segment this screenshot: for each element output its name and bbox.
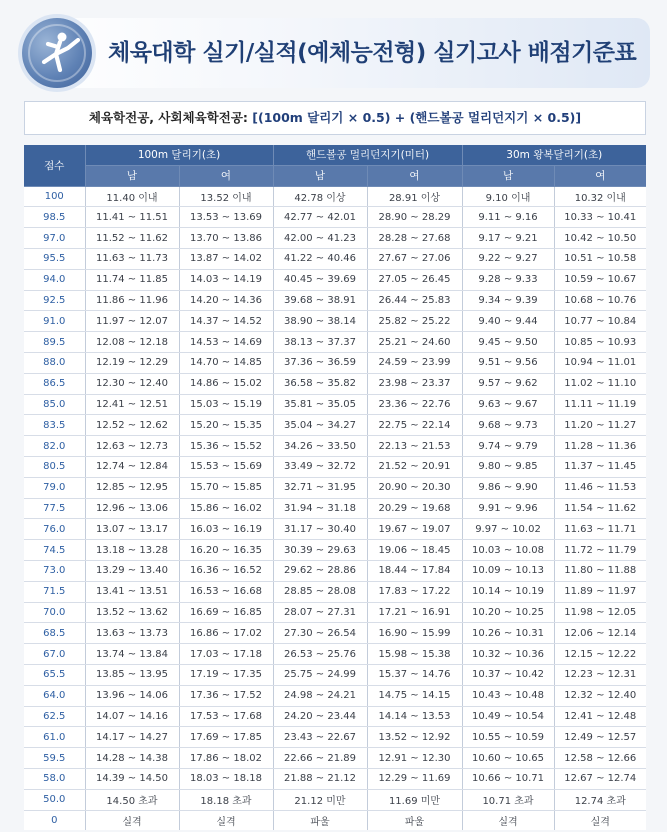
gender-header-female: 여 — [367, 165, 462, 186]
score-cell: 100 — [24, 186, 85, 207]
record-cell: 9.74 ~ 9.79 — [462, 436, 554, 457]
table-row — [24, 789, 646, 810]
score-formula — [24, 101, 646, 135]
formula-prefix: 체육학전공, 사회체육학전공: — [88, 110, 253, 125]
record-cell: 11.20 ~ 11.27 — [554, 415, 646, 436]
record-cell: 10.26 ~ 10.31 — [462, 623, 554, 644]
record-cell: 24.98 ~ 24.21 — [273, 685, 367, 706]
table-row — [24, 664, 646, 685]
record-cell: 25.82 ~ 25.22 — [367, 311, 462, 332]
record-cell: 9.11 ~ 9.16 — [462, 207, 554, 228]
score-cell: 83.5 — [24, 415, 85, 436]
record-cell: 40.45 ~ 39.69 — [273, 269, 367, 290]
table-row — [24, 186, 646, 207]
record-cell: 9.68 ~ 9.73 — [462, 415, 554, 436]
record-cell: 29.62 ~ 28.86 — [273, 560, 367, 581]
record-cell: 31.17 ~ 30.40 — [273, 519, 367, 540]
gender-header-male: 남 — [462, 165, 554, 186]
gender-header-male: 남 — [273, 165, 367, 186]
score-cell: 80.5 — [24, 456, 85, 477]
record-cell: 10.68 ~ 10.76 — [554, 290, 646, 311]
record-cell: 18.18 초과 — [179, 789, 273, 810]
record-cell: 10.42 ~ 10.50 — [554, 228, 646, 249]
record-cell: 25.21 ~ 24.60 — [367, 332, 462, 353]
record-cell: 35.04 ~ 34.27 — [273, 415, 367, 436]
record-cell: 26.44 ~ 25.83 — [367, 290, 462, 311]
gender-header-row — [24, 165, 646, 186]
record-cell: 16.90 ~ 15.99 — [367, 623, 462, 644]
record-cell: 26.53 ~ 25.76 — [273, 644, 367, 665]
record-cell: 실격 — [179, 810, 273, 830]
record-cell: 17.83 ~ 17.22 — [367, 581, 462, 602]
record-cell: 14.86 ~ 15.02 — [179, 373, 273, 394]
table-row — [24, 810, 646, 830]
record-cell: 15.20 ~ 15.35 — [179, 415, 273, 436]
record-cell: 16.53 ~ 16.68 — [179, 581, 273, 602]
record-cell: 10.59 ~ 10.67 — [554, 269, 646, 290]
record-cell: 17.53 ~ 17.68 — [179, 706, 273, 727]
record-cell: 9.97 ~ 10.02 — [462, 519, 554, 540]
record-cell: 22.66 ~ 21.89 — [273, 748, 367, 769]
record-cell: 14.07 ~ 14.16 — [85, 706, 179, 727]
record-cell: 10.77 ~ 10.84 — [554, 311, 646, 332]
record-cell: 9.80 ~ 9.85 — [462, 456, 554, 477]
score-cell: 0 — [24, 810, 85, 830]
score-cell: 95.5 — [24, 248, 85, 269]
record-cell: 9.45 ~ 9.50 — [462, 332, 554, 353]
record-cell: 17.19 ~ 17.35 — [179, 664, 273, 685]
record-cell: 42.78 이상 — [273, 186, 367, 207]
record-cell: 12.85 ~ 12.95 — [85, 477, 179, 498]
record-cell: 20.29 ~ 19.68 — [367, 498, 462, 519]
score-cell: 59.5 — [24, 748, 85, 769]
record-cell: 13.07 ~ 13.17 — [85, 519, 179, 540]
record-cell: 38.90 ~ 38.14 — [273, 311, 367, 332]
score-cell: 77.5 — [24, 498, 85, 519]
record-cell: 9.34 ~ 9.39 — [462, 290, 554, 311]
record-cell: 13.87 ~ 14.02 — [179, 248, 273, 269]
record-cell: 36.58 ~ 35.82 — [273, 373, 367, 394]
record-cell: 13.29 ~ 13.40 — [85, 560, 179, 581]
record-cell: 9.17 ~ 9.21 — [462, 228, 554, 249]
record-cell: 11.37 ~ 11.45 — [554, 456, 646, 477]
record-cell: 9.40 ~ 9.44 — [462, 311, 554, 332]
record-cell: 12.41 ~ 12.48 — [554, 706, 646, 727]
table-row — [24, 456, 646, 477]
record-cell: 10.09 ~ 10.13 — [462, 560, 554, 581]
record-cell: 11.02 ~ 11.10 — [554, 373, 646, 394]
score-cell: 97.0 — [24, 228, 85, 249]
record-cell: 10.49 ~ 10.54 — [462, 706, 554, 727]
record-cell: 11.80 ~ 11.88 — [554, 560, 646, 581]
score-column-header: 점수 — [24, 145, 85, 186]
record-cell: 12.67 ~ 12.74 — [554, 768, 646, 789]
gender-header-female: 여 — [179, 165, 273, 186]
record-cell: 41.22 ~ 40.46 — [273, 248, 367, 269]
score-cell: 92.5 — [24, 290, 85, 311]
record-cell: 10.85 ~ 10.93 — [554, 332, 646, 353]
record-cell: 12.63 ~ 12.73 — [85, 436, 179, 457]
record-cell: 35.81 ~ 35.05 — [273, 394, 367, 415]
record-cell: 24.59 ~ 23.99 — [367, 352, 462, 373]
record-cell: 27.30 ~ 26.54 — [273, 623, 367, 644]
record-cell: 34.26 ~ 33.50 — [273, 436, 367, 457]
record-cell: 13.63 ~ 13.73 — [85, 623, 179, 644]
record-cell: 11.97 ~ 12.07 — [85, 311, 179, 332]
record-cell: 16.69 ~ 16.85 — [179, 602, 273, 623]
record-cell: 9.10 이내 — [462, 186, 554, 207]
record-cell: 12.91 ~ 12.30 — [367, 748, 462, 769]
record-cell: 15.03 ~ 15.19 — [179, 394, 273, 415]
score-cell: 89.5 — [24, 332, 85, 353]
record-cell: 15.53 ~ 15.69 — [179, 456, 273, 477]
record-cell: 파울 — [273, 810, 367, 830]
record-cell: 13.53 ~ 13.69 — [179, 207, 273, 228]
record-cell: 13.96 ~ 14.06 — [85, 685, 179, 706]
record-cell: 28.07 ~ 27.31 — [273, 602, 367, 623]
score-cell: 70.0 — [24, 602, 85, 623]
record-cell: 28.28 ~ 27.68 — [367, 228, 462, 249]
record-cell: 10.94 ~ 11.01 — [554, 352, 646, 373]
record-cell: 33.49 ~ 32.72 — [273, 456, 367, 477]
record-cell: 13.18 ~ 13.28 — [85, 540, 179, 561]
record-cell: 12.19 ~ 12.29 — [85, 352, 179, 373]
header-row — [24, 145, 646, 165]
record-cell: 42.77 ~ 42.01 — [273, 207, 367, 228]
record-cell: 11.41 ~ 11.51 — [85, 207, 179, 228]
table-row — [24, 436, 646, 457]
table-row — [24, 248, 646, 269]
score-cell: 67.0 — [24, 644, 85, 665]
record-cell: 42.00 ~ 41.23 — [273, 228, 367, 249]
record-cell: 27.05 ~ 26.45 — [367, 269, 462, 290]
record-cell: 16.03 ~ 16.19 — [179, 519, 273, 540]
record-cell: 실격 — [554, 810, 646, 830]
record-cell: 30.39 ~ 29.63 — [273, 540, 367, 561]
record-cell: 11.86 ~ 11.96 — [85, 290, 179, 311]
record-cell: 12.15 ~ 12.22 — [554, 644, 646, 665]
record-cell: 12.23 ~ 12.31 — [554, 664, 646, 685]
record-cell: 11.63 ~ 11.73 — [85, 248, 179, 269]
score-cell: 68.5 — [24, 623, 85, 644]
record-cell: 20.90 ~ 20.30 — [367, 477, 462, 498]
record-cell: 12.41 ~ 12.51 — [85, 394, 179, 415]
record-cell: 14.03 ~ 14.19 — [179, 269, 273, 290]
score-cell: 62.5 — [24, 706, 85, 727]
record-cell: 37.36 ~ 36.59 — [273, 352, 367, 373]
table-row — [24, 727, 646, 748]
record-cell: 17.69 ~ 17.85 — [179, 727, 273, 748]
score-cell: 91.0 — [24, 311, 85, 332]
score-cell: 65.5 — [24, 664, 85, 685]
record-cell: 12.29 ~ 11.69 — [367, 768, 462, 789]
record-cell: 11.40 이내 — [85, 186, 179, 207]
record-cell: 10.43 ~ 10.48 — [462, 685, 554, 706]
record-cell: 12.49 ~ 12.57 — [554, 727, 646, 748]
record-cell: 12.96 ~ 13.06 — [85, 498, 179, 519]
record-cell: 11.52 ~ 11.62 — [85, 228, 179, 249]
record-cell: 13.41 ~ 13.51 — [85, 581, 179, 602]
record-cell: 21.52 ~ 20.91 — [367, 456, 462, 477]
record-cell: 11.72 ~ 11.79 — [554, 540, 646, 561]
record-cell: 17.36 ~ 17.52 — [179, 685, 273, 706]
record-cell: 11.74 ~ 11.85 — [85, 269, 179, 290]
score-cell: 74.5 — [24, 540, 85, 561]
record-cell: 10.33 ~ 10.41 — [554, 207, 646, 228]
record-cell: 10.71 초과 — [462, 789, 554, 810]
table-row — [24, 768, 646, 789]
record-cell: 15.86 ~ 16.02 — [179, 498, 273, 519]
table-row — [24, 644, 646, 665]
record-cell: 21.12 미만 — [273, 789, 367, 810]
score-cell: 76.0 — [24, 519, 85, 540]
score-cell: 94.0 — [24, 269, 85, 290]
table-row — [24, 352, 646, 373]
record-cell: 파울 — [367, 810, 462, 830]
record-cell: 21.88 ~ 21.12 — [273, 768, 367, 789]
record-cell: 9.63 ~ 9.67 — [462, 394, 554, 415]
table-row — [24, 581, 646, 602]
record-cell: 14.75 ~ 14.15 — [367, 685, 462, 706]
record-cell: 11.28 ~ 11.36 — [554, 436, 646, 457]
record-cell: 11.11 ~ 11.19 — [554, 394, 646, 415]
table-row — [24, 332, 646, 353]
record-cell: 10.32 ~ 10.36 — [462, 644, 554, 665]
record-cell: 12.52 ~ 12.62 — [85, 415, 179, 436]
record-cell: 27.67 ~ 27.06 — [367, 248, 462, 269]
table-row — [24, 228, 646, 249]
table-row — [24, 269, 646, 290]
event-header-sprint: 100m 달리기(초) — [85, 145, 273, 165]
record-cell: 17.21 ~ 16.91 — [367, 602, 462, 623]
record-cell: 12.32 ~ 12.40 — [554, 685, 646, 706]
record-cell: 9.51 ~ 9.56 — [462, 352, 554, 373]
record-cell: 10.14 ~ 10.19 — [462, 581, 554, 602]
record-cell: 31.94 ~ 31.18 — [273, 498, 367, 519]
record-cell: 14.14 ~ 13.53 — [367, 706, 462, 727]
table-row — [24, 519, 646, 540]
record-cell: 9.86 ~ 9.90 — [462, 477, 554, 498]
record-cell: 10.37 ~ 10.42 — [462, 664, 554, 685]
record-cell: 25.75 ~ 24.99 — [273, 664, 367, 685]
record-cell: 실격 — [462, 810, 554, 830]
record-cell: 16.20 ~ 16.35 — [179, 540, 273, 561]
table-row — [24, 602, 646, 623]
record-cell: 16.86 ~ 17.02 — [179, 623, 273, 644]
record-cell: 16.36 ~ 16.52 — [179, 560, 273, 581]
score-cell: 85.0 — [24, 394, 85, 415]
score-cell: 88.0 — [24, 352, 85, 373]
record-cell: 9.57 ~ 9.62 — [462, 373, 554, 394]
record-cell: 13.74 ~ 13.84 — [85, 644, 179, 665]
record-cell: 12.74 초과 — [554, 789, 646, 810]
record-cell: 38.13 ~ 37.37 — [273, 332, 367, 353]
record-cell: 10.20 ~ 10.25 — [462, 602, 554, 623]
formula-expression: [(100m 달리기 × 0.5) + (핸드볼공 멀리던지기 × 0.5)] — [252, 110, 582, 125]
score-cell: 73.0 — [24, 560, 85, 581]
page-title: 체육대학 실기/실적(예체능전형) 실기고사 배점기준표 — [108, 40, 637, 66]
record-cell: 14.50 초과 — [85, 789, 179, 810]
record-cell: 19.06 ~ 18.45 — [367, 540, 462, 561]
record-cell: 12.08 ~ 12.18 — [85, 332, 179, 353]
record-cell: 14.53 ~ 14.69 — [179, 332, 273, 353]
record-cell: 23.36 ~ 22.76 — [367, 394, 462, 415]
record-cell: 13.70 ~ 13.86 — [179, 228, 273, 249]
score-cell: 82.0 — [24, 436, 85, 457]
score-table — [24, 145, 646, 830]
table-row — [24, 623, 646, 644]
gender-header-female: 여 — [554, 165, 646, 186]
score-cell: 71.5 — [24, 581, 85, 602]
record-cell: 18.03 ~ 18.18 — [179, 768, 273, 789]
record-cell: 9.91 ~ 9.96 — [462, 498, 554, 519]
record-cell: 14.39 ~ 14.50 — [85, 768, 179, 789]
record-cell: 12.58 ~ 12.66 — [554, 748, 646, 769]
record-cell: 17.86 ~ 18.02 — [179, 748, 273, 769]
record-cell: 11.98 ~ 12.05 — [554, 602, 646, 623]
record-cell: 28.90 ~ 28.29 — [367, 207, 462, 228]
record-cell: 13.85 ~ 13.95 — [85, 664, 179, 685]
table-row — [24, 706, 646, 727]
table-row — [24, 207, 646, 228]
record-cell: 12.06 ~ 12.14 — [554, 623, 646, 644]
record-cell: 12.30 ~ 12.40 — [85, 373, 179, 394]
score-cell: 64.0 — [24, 685, 85, 706]
record-cell: 15.98 ~ 15.38 — [367, 644, 462, 665]
score-cell: 86.5 — [24, 373, 85, 394]
record-cell: 32.71 ~ 31.95 — [273, 477, 367, 498]
score-table-body — [24, 186, 646, 830]
record-cell: 11.54 ~ 11.62 — [554, 498, 646, 519]
record-cell: 14.37 ~ 14.52 — [179, 311, 273, 332]
record-cell: 22.13 ~ 21.53 — [367, 436, 462, 457]
record-cell: 14.28 ~ 14.38 — [85, 748, 179, 769]
record-cell: 22.75 ~ 22.14 — [367, 415, 462, 436]
record-cell: 12.74 ~ 12.84 — [85, 456, 179, 477]
table-row — [24, 373, 646, 394]
score-cell: 98.5 — [24, 207, 85, 228]
record-cell: 13.52 이내 — [179, 186, 273, 207]
record-cell: 23.43 ~ 22.67 — [273, 727, 367, 748]
table-row — [24, 415, 646, 436]
table-row — [24, 685, 646, 706]
record-cell: 11.46 ~ 11.53 — [554, 477, 646, 498]
record-cell: 15.70 ~ 15.85 — [179, 477, 273, 498]
record-cell: 15.37 ~ 14.76 — [367, 664, 462, 685]
table-row — [24, 311, 646, 332]
gender-header-male: 남 — [85, 165, 179, 186]
record-cell: 10.51 ~ 10.58 — [554, 248, 646, 269]
record-cell: 10.60 ~ 10.65 — [462, 748, 554, 769]
table-row — [24, 748, 646, 769]
record-cell: 10.66 ~ 10.71 — [462, 768, 554, 789]
record-cell: 13.52 ~ 12.92 — [367, 727, 462, 748]
score-cell: 79.0 — [24, 477, 85, 498]
record-cell: 28.85 ~ 28.08 — [273, 581, 367, 602]
record-cell: 9.28 ~ 9.33 — [462, 269, 554, 290]
record-cell: 24.20 ~ 23.44 — [273, 706, 367, 727]
table-row — [24, 498, 646, 519]
record-cell: 실격 — [85, 810, 179, 830]
record-cell: 13.52 ~ 13.62 — [85, 602, 179, 623]
record-cell: 11.69 미만 — [367, 789, 462, 810]
record-cell: 10.32 이내 — [554, 186, 646, 207]
table-row — [24, 560, 646, 581]
record-cell: 10.03 ~ 10.08 — [462, 540, 554, 561]
record-cell: 11.89 ~ 11.97 — [554, 581, 646, 602]
record-cell: 18.44 ~ 17.84 — [367, 560, 462, 581]
score-cell: 58.0 — [24, 768, 85, 789]
record-cell: 19.67 ~ 19.07 — [367, 519, 462, 540]
event-header-shuttle: 30m 왕복달리기(초) — [462, 145, 646, 165]
table-row — [24, 394, 646, 415]
taekwondo-kick-icon — [22, 18, 92, 88]
table-row — [24, 477, 646, 498]
score-cell: 61.0 — [24, 727, 85, 748]
record-cell: 9.22 ~ 9.27 — [462, 248, 554, 269]
record-cell: 23.98 ~ 23.37 — [367, 373, 462, 394]
record-cell: 15.36 ~ 15.52 — [179, 436, 273, 457]
event-header-throw: 핸드볼공 멀리던지기(미터) — [273, 145, 462, 165]
record-cell: 39.68 ~ 38.91 — [273, 290, 367, 311]
record-cell: 14.70 ~ 14.85 — [179, 352, 273, 373]
table-row — [24, 290, 646, 311]
record-cell: 28.91 이상 — [367, 186, 462, 207]
record-cell: 11.63 ~ 11.71 — [554, 519, 646, 540]
score-cell: 50.0 — [24, 789, 85, 810]
record-cell: 17.03 ~ 17.18 — [179, 644, 273, 665]
record-cell: 14.20 ~ 14.36 — [179, 290, 273, 311]
record-cell: 14.17 ~ 14.27 — [85, 727, 179, 748]
record-cell: 10.55 ~ 10.59 — [462, 727, 554, 748]
table-row — [24, 540, 646, 561]
